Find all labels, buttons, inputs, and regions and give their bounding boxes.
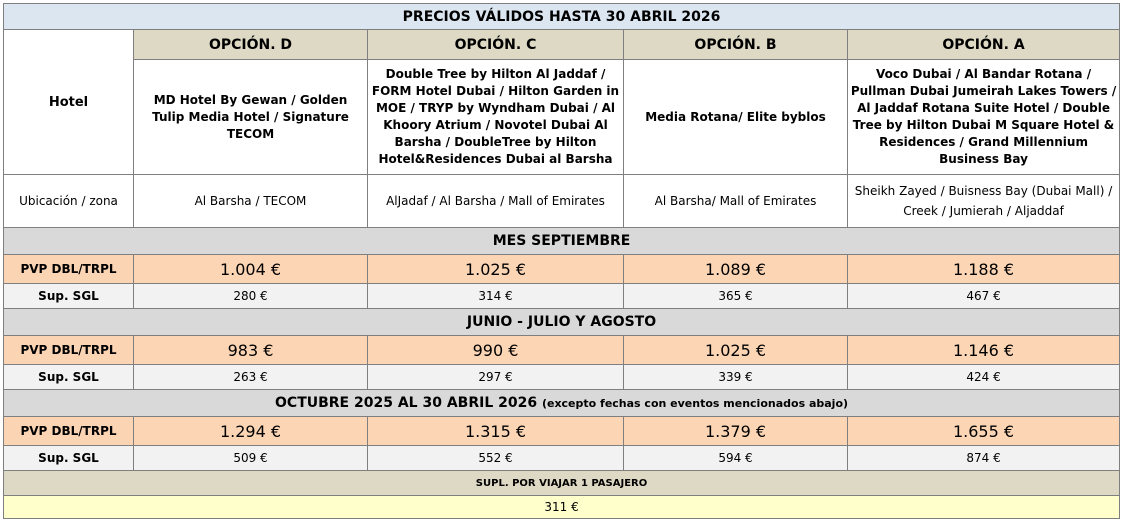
price-cell: 983 € (134, 336, 368, 365)
price-cell: 1.655 € (848, 417, 1120, 446)
single-traveler-supplement-value: 311 € (4, 496, 1120, 519)
option-b-hotels: Media Rotana/ Elite byblos (624, 60, 848, 175)
pvp-label: PVP DBL/TRPL (4, 336, 134, 365)
price-cell: 1.146 € (848, 336, 1120, 365)
single-supplement-cell: 314 € (368, 284, 624, 309)
sgl-label: Sup. SGL (4, 284, 134, 309)
single-supplement-cell: 365 € (624, 284, 848, 309)
price-cell: 1.294 € (134, 417, 368, 446)
price-cell: 1.089 € (624, 255, 848, 284)
season-name: MES SEPTIEMBRE (492, 233, 631, 249)
option-a-location: Sheikh Zayed / Buisness Bay (Dubai Mall) / Creek / Jumierah / Aljaddaf (848, 175, 1120, 228)
season-header-october-april (4, 390, 1120, 417)
location-label: Ubicación / zona (4, 175, 134, 228)
validity-banner: PRECIOS VÁLIDOS HASTA 30 ABRIL 2026 (4, 4, 1120, 30)
single-supplement-cell: 552 € (368, 446, 624, 471)
single-supplement-cell: 297 € (368, 365, 624, 390)
price-cell: 1.004 € (134, 255, 368, 284)
single-supplement-cell: 509 € (134, 446, 368, 471)
option-c-location: AlJadaf / Al Barsha / Mall of Emirates (368, 175, 624, 228)
price-table (3, 3, 1120, 519)
option-a-hotels: Voco Dubai / Al Bandar Rotana / Pullman Dubai Jumeirah Lakes Towers / Al Jaddaf Rotana Suite Hotel / Double Tree by Hilton Dubai M Square Hotel & Residences / Grand Millennium Business Bay (848, 60, 1120, 175)
pvp-label: PVP DBL/TRPL (4, 255, 134, 284)
single-supplement-cell: 280 € (134, 284, 368, 309)
option-d-hotels: MD Hotel By Gewan / Golden Tulip Media Hotel / Signature TECOM (134, 60, 368, 175)
season-name: JUNIO - JULIO Y AGOSTO (466, 314, 657, 330)
price-cell: 1.025 € (624, 336, 848, 365)
option-b-header: OPCIÓN. B (624, 30, 848, 60)
option-c-header: OPCIÓN. C (368, 30, 624, 60)
pvp-label: PVP DBL/TRPL (4, 417, 134, 446)
single-supplement-cell: 874 € (848, 446, 1120, 471)
sgl-label: Sup. SGL (4, 365, 134, 390)
season-header-summer (4, 309, 1120, 336)
price-cell: 1.188 € (848, 255, 1120, 284)
single-supplement-cell: 467 € (848, 284, 1120, 309)
single-supplement-cell: 339 € (624, 365, 848, 390)
season-header-september (4, 228, 1120, 255)
price-cell: 990 € (368, 336, 624, 365)
single-supplement-cell: 263 € (134, 365, 368, 390)
price-cell: 1.379 € (624, 417, 848, 446)
option-c-hotels: Double Tree by Hilton Al Jaddaf / FORM Hotel Dubai / Hilton Garden in MOE / TRYP by Wyndham Dubai / Al Khoory Atrium / Novotel Dubai Al Barsha / DoubleTree by Hilton Hotel&Residences Dubai al Barsha (368, 60, 624, 175)
season-note: (excepto fechas con eventos mencionados abajo) (541, 397, 849, 410)
option-b-location: Al Barsha/ Mall of Emirates (624, 175, 848, 228)
price-cell: 1.025 € (368, 255, 624, 284)
sgl-label: Sup. SGL (4, 446, 134, 471)
option-d-location: Al Barsha / TECOM (134, 175, 368, 228)
option-a-header: OPCIÓN. A (848, 30, 1120, 60)
option-d-header: OPCIÓN. D (134, 30, 368, 60)
season-name: OCTUBRE 2025 AL 30 ABRIL 2026 (275, 395, 538, 411)
single-traveler-supplement-label: SUPL. POR VIAJAR 1 PASAJERO (4, 471, 1120, 496)
single-supplement-cell: 424 € (848, 365, 1120, 390)
price-cell: 1.315 € (368, 417, 624, 446)
hotel-label: Hotel (4, 30, 134, 175)
single-supplement-cell: 594 € (624, 446, 848, 471)
